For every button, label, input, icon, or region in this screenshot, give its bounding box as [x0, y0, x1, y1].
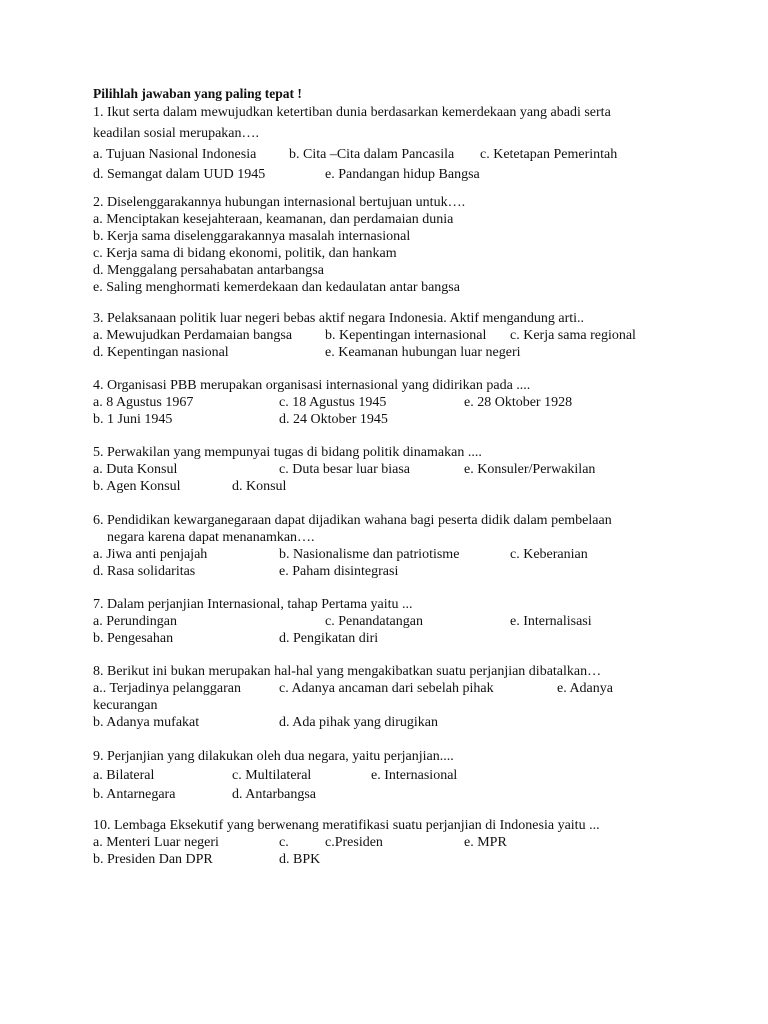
- question-8: [93, 663, 693, 731]
- option-5e: e. Konsuler/Perwakilan: [464, 462, 596, 477]
- question-3-options-row-1: [93, 327, 693, 344]
- question-7-options-row-1: [93, 613, 693, 630]
- option-8b: b. Adanya mufakat: [93, 715, 200, 730]
- option-5b: b. Agen Konsul: [93, 479, 181, 494]
- option-7c: c. Penandatangan: [325, 614, 423, 629]
- question-6-options-row-1: [93, 546, 693, 563]
- question-4-text: 4. Organisasi PBB merupakan organisasi internasional yang didirikan pada ....: [93, 378, 531, 393]
- question-6-text-line-1: 6. Pendidikan kewarganegaraan dapat dijadikan wahana bagi peserta didik dalam pembelaan: [93, 513, 612, 528]
- option-1a: a. Tujuan Nasional Indonesia: [93, 147, 257, 162]
- option-9e: e. Internasional: [371, 768, 458, 783]
- option-8a: a.. Terjadinya pelanggaran: [93, 681, 242, 696]
- question-9-text: 9. Perjanjian yang dilakukan oleh dua negara, yaitu perjanjian....: [93, 749, 454, 764]
- option-3a: a. Mewujudkan Perdamaian bangsa: [93, 328, 293, 343]
- question-4-options-row-2: [93, 411, 693, 428]
- option-6d: d. Rasa solidaritas: [93, 564, 196, 579]
- question-8-options-row-2: [93, 714, 693, 731]
- question-9-options-row-2: [93, 786, 693, 803]
- question-6-text-line-2: negara karena dapat menanamkan….: [93, 530, 315, 545]
- option-1e: e. Pandangan hidup Bangsa: [325, 167, 480, 182]
- option-10a: a. Menteri Luar negeri: [93, 835, 219, 850]
- option-8e-continued: kecurangan: [93, 698, 158, 713]
- option-10b: b. Presiden Dan DPR: [93, 852, 213, 867]
- option-6e: e. Paham disintegrasi: [279, 564, 399, 579]
- option-10e: e. MPR: [464, 835, 507, 850]
- question-8-options-row-1: [93, 680, 693, 697]
- option-10c: c.Presiden: [325, 835, 383, 850]
- question-2-text: 2. Diselenggarakannya hubungan internasional bertujuan untuk….: [93, 195, 466, 210]
- option-5c: c. Duta besar luar biasa: [279, 462, 410, 477]
- option-8c: c. Adanya ancaman dari sebelah pihak: [279, 681, 494, 696]
- question-1-text-line-1: 1. Ikut serta dalam mewujudkan ketertiban dunia berdasarkan kemerdekaan yang abadi serta: [93, 105, 611, 120]
- question-10-text: 10. Lembaga Eksekutif yang berwenang meratifikasi suatu perjanjian di Indonesia yaitu ...: [93, 818, 600, 833]
- option-2b: b. Kerja sama diselenggarakannya masalah internasional: [93, 229, 411, 244]
- option-3d: d. Kepentingan nasional: [93, 345, 229, 360]
- option-4c: c. 18 Agustus 1945: [279, 395, 387, 410]
- option-7b: b. Pengesahan: [93, 631, 174, 646]
- option-7a: a. Perundingan: [93, 614, 177, 629]
- question-5-text: 5. Perwakilan yang mempunyai tugas di bidang politik dinamakan ....: [93, 445, 482, 460]
- option-3c: c. Kerja sama regional: [510, 328, 636, 343]
- question-6: [93, 512, 693, 580]
- option-1c: c. Ketetapan Pemerintah: [480, 147, 618, 162]
- question-10-options-row-1: [93, 834, 693, 851]
- option-7e: e. Internalisasi: [510, 614, 592, 629]
- question-5-options-row-2: [93, 478, 693, 495]
- question-4-options-row-1: [93, 394, 693, 411]
- option-10c-marker: c.: [279, 835, 289, 850]
- instruction-heading: Pilihlah jawaban yang paling tepat !: [93, 86, 302, 101]
- option-9c: c. Multilateral: [232, 768, 312, 783]
- option-7d: d. Pengikatan diri: [279, 631, 379, 646]
- option-1d: d. Semangat dalam UUD 1945: [93, 167, 266, 182]
- option-4d: d. 24 Oktober 1945: [279, 412, 388, 427]
- option-6b: b. Nasionalisme dan patriotisme: [279, 547, 460, 562]
- option-1b: b. Cita –Cita dalam Pancasila: [289, 147, 455, 162]
- question-4: [93, 377, 693, 428]
- question-6-options-row-2: [93, 563, 693, 580]
- option-2d: d. Menggalang persahabatan antarbangsa: [93, 263, 324, 278]
- question-7-options-row-2: [93, 630, 693, 647]
- question-2: [93, 194, 693, 296]
- question-1-options-row-1: [93, 146, 693, 163]
- question-7-text: 7. Dalam perjanjian Internasional, tahap Pertama yaitu ...: [93, 597, 413, 612]
- option-6a: a. Jiwa anti penjajah: [93, 547, 208, 562]
- option-2a: a. Menciptakan kesejahteraan, keamanan, dan perdamaian dunia: [93, 212, 454, 227]
- option-2c: c. Kerja sama di bidang ekonomi, politik, dan hankam: [93, 246, 397, 261]
- option-10d: d. BPK: [279, 852, 321, 867]
- option-4a: a. 8 Agustus 1967: [93, 395, 194, 410]
- option-3e: e. Keamanan hubungan luar negeri: [325, 345, 521, 360]
- question-3-text: 3. Pelaksanaan politik luar negeri bebas aktif negara Indonesia. Aktif mengandung arti..: [93, 311, 585, 326]
- question-5-options-row-1: [93, 461, 693, 478]
- question-1-options-row-2: [93, 166, 693, 183]
- option-9d: d. Antarbangsa: [232, 787, 316, 802]
- option-9b: b. Antarnegara: [93, 787, 176, 802]
- question-10-options-row-2: [93, 851, 693, 868]
- question-9: [93, 748, 693, 803]
- question-10: [93, 817, 693, 868]
- question-8-text: 8. Berikut ini bukan merupakan hal-hal yang mengakibatkan suatu perjanjian dibatalkan…: [93, 664, 602, 679]
- question-3-options-row-2: [93, 344, 693, 361]
- option-5a: a. Duta Konsul: [93, 462, 178, 477]
- option-3b: b. Kepentingan internasional: [325, 328, 487, 343]
- option-6c: c. Keberanian: [510, 547, 588, 562]
- question-1: [93, 104, 693, 183]
- option-9a: a. Bilateral: [93, 768, 155, 783]
- option-4e: e. 28 Oktober 1928: [464, 395, 573, 410]
- option-8d: d. Ada pihak yang dirugikan: [279, 715, 439, 730]
- option-8e: e. Adanya: [557, 681, 613, 696]
- option-4b: b. 1 Juni 1945: [93, 412, 173, 427]
- question-9-options-row-1: [93, 767, 693, 784]
- option-2e: e. Saling menghormati kemerdekaan dan kedaulatan antar bangsa: [93, 280, 460, 295]
- question-7: [93, 596, 693, 647]
- question-3: [93, 310, 693, 361]
- question-1-text-line-2: keadilan sosial merupakan….: [93, 126, 260, 141]
- question-5: [93, 444, 693, 495]
- option-5d: d. Konsul: [232, 479, 287, 494]
